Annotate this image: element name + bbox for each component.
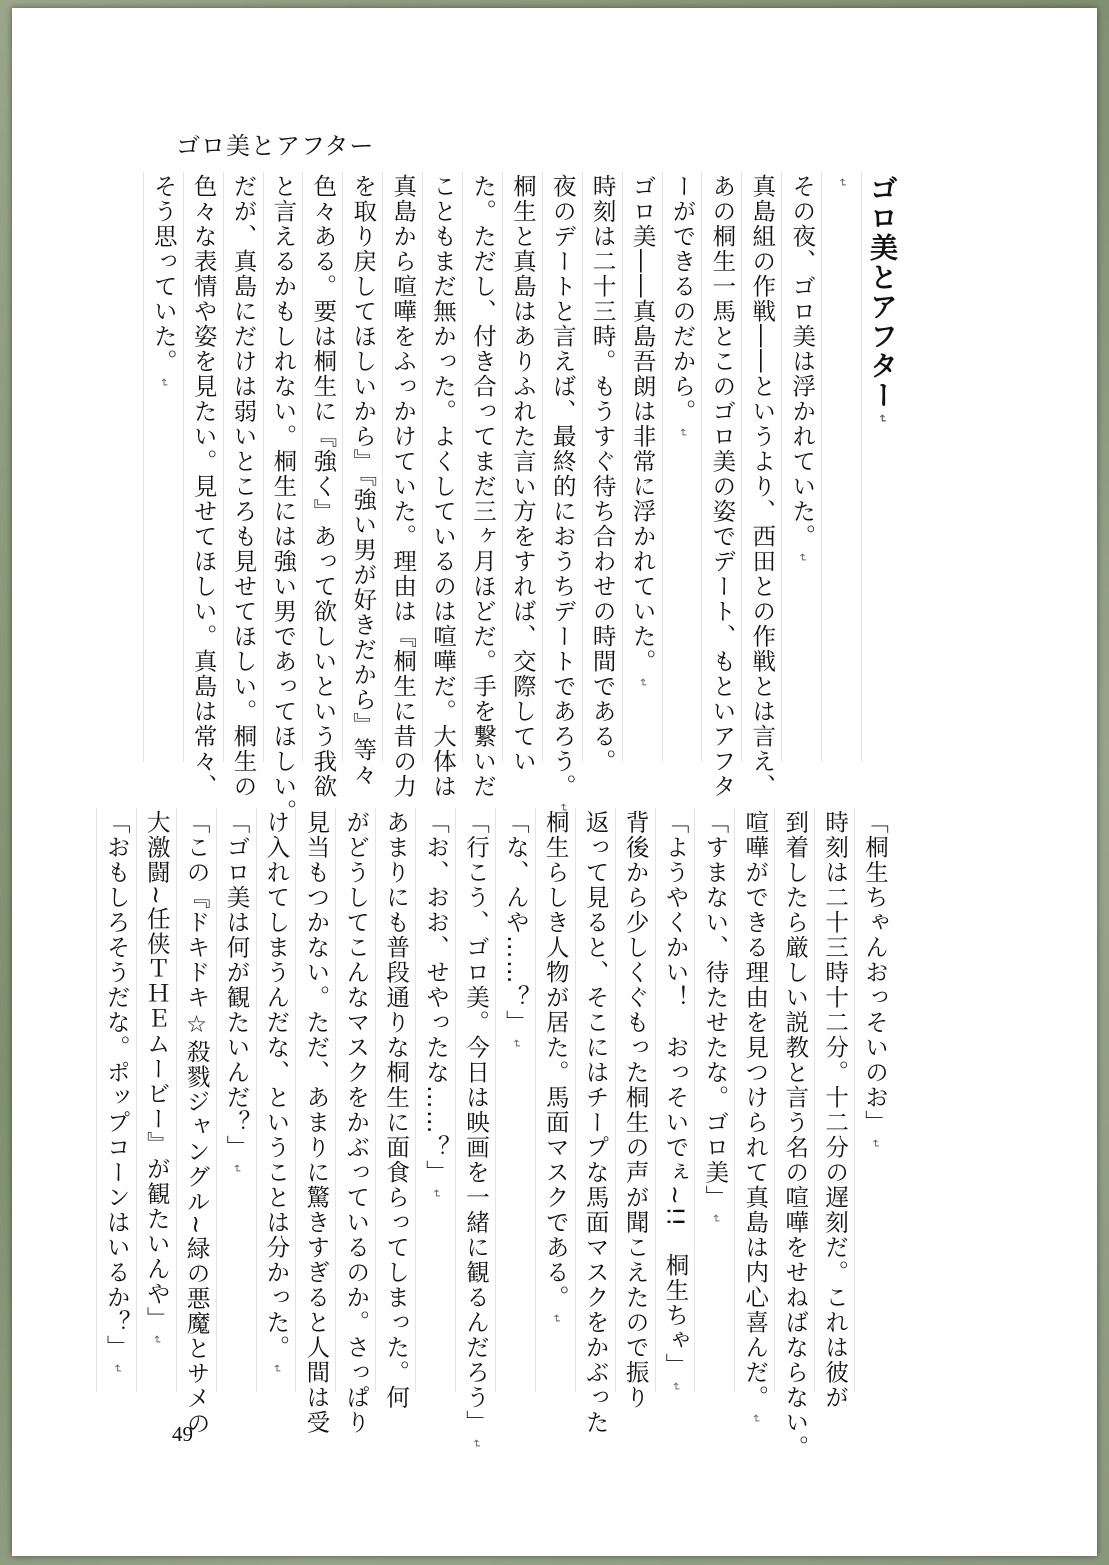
line-text: 「おもしろそうだな。ポップコーンはいるか？」 <box>102 810 131 1360</box>
line-text: 真島組の作戦――というより、西田との作戦とは言え、 <box>748 174 777 799</box>
paragraph-return-icon <box>862 414 901 423</box>
text-line <box>143 172 183 762</box>
line-text: そう思っていた。 <box>149 174 178 374</box>
line-text: 「すまない、待たせたな。ゴロ美」 <box>701 810 730 1210</box>
line-text: 色々な表情や姿を見たい。見せてほしい。真島は常々、 <box>189 174 218 799</box>
paragraph-return-icon <box>257 1364 296 1373</box>
line-text: 「行こう、ゴロ美。今日は映画を一緒に観るんだろう」 <box>461 810 490 1435</box>
paragraph-return-icon <box>656 1382 695 1391</box>
running-header: ゴロ美とアフター <box>176 132 375 160</box>
text-line <box>462 172 502 799</box>
line-text: 到着したら厳しい説教と言う名の喧嘩をせねばならない。 <box>781 810 810 1460</box>
line-text: がどうしてこんなマスクをかぶっているのか。さっぱり <box>342 810 371 1435</box>
text-line <box>774 808 814 1460</box>
line-text: 返って見ると、そこにはチープな馬面マスクをかぶった <box>581 810 610 1435</box>
line-text: 「お、おお、せやったな……？」 <box>422 810 451 1185</box>
text-line <box>814 808 854 1410</box>
text-line <box>415 808 455 1392</box>
text-line <box>295 808 335 1435</box>
line-text: だが、真島にだけは弱いところも見せてほしい。桐生の <box>229 174 258 799</box>
text-line <box>854 808 894 1392</box>
text-line <box>96 808 136 1392</box>
text-line <box>821 172 861 762</box>
text-block-top <box>149 172 901 824</box>
text-line <box>375 808 415 1410</box>
text-line <box>382 172 422 799</box>
paragraph-return-icon <box>496 1039 535 1048</box>
line-text: あの桐生一馬とこのゴロ美の姿でデート、もといアフタ <box>708 174 737 799</box>
line-text: こともまだ無かった。よくしているのは喧嘩だ。大体は <box>429 174 458 799</box>
line-text: ーができるのだから。 <box>668 174 697 424</box>
line-text: 「な、んや……？」 <box>501 810 530 1035</box>
paragraph-return-icon <box>144 378 183 387</box>
paragraph-return-icon <box>663 428 702 437</box>
text-line <box>655 808 695 1392</box>
text-line <box>136 808 176 1392</box>
line-text: と言えるかもしれない。桐生には強い男であってほしい。 <box>269 174 298 824</box>
line-text: け入れてしまうんだな、ということは分かった。 <box>262 810 291 1360</box>
line-text: ゴロ美――真島吾朗は非常に浮かれていた。 <box>628 174 657 674</box>
text-line <box>622 172 662 762</box>
chapter-title <box>861 172 901 762</box>
paragraph-return-icon <box>217 1164 256 1173</box>
paragraph-return-icon <box>735 1414 774 1423</box>
text-line <box>582 172 622 774</box>
text-line <box>183 172 223 799</box>
paragraph-return-icon <box>695 1214 734 1223</box>
text-line <box>741 172 781 799</box>
text-line <box>781 172 821 762</box>
page-number: 49 <box>172 1422 193 1446</box>
line-text: 「この『ドキドキ☆殺戮ジャングル~緑の悪魔とサメの <box>182 810 211 1436</box>
line-text: 桐生と真島はありふれた言い方をすれば、交際してい <box>508 174 537 774</box>
line-text: あまりにも普段通りな桐生に面食らってしまった。何 <box>382 810 411 1410</box>
text-line <box>535 808 575 1392</box>
line-text: 時刻は二十三時十二分。十二分の遅刻だ。これは彼が <box>821 810 850 1410</box>
line-text: を取り戻してほしいから』『強い男が好きだから』等々 <box>349 174 378 788</box>
paragraph-return-icon <box>137 1335 176 1344</box>
line-text: その夜、ゴロ美は浮かれていた。 <box>788 174 817 549</box>
line-text: 見当もつかない。ただ、あまりに驚きすぎると人間は受 <box>302 810 331 1435</box>
text-line <box>701 172 741 799</box>
line-text: 真島から喧嘩をふっかけていた。理由は『桐生に昔の力 <box>389 174 418 799</box>
text-line <box>694 808 734 1392</box>
paragraph-return-icon <box>536 1314 575 1323</box>
line-text: 時刻は二十三時。もうすぐ待ち合わせの時間である。 <box>588 174 617 774</box>
paragraph-return-icon <box>456 1439 495 1448</box>
paragraph-return-icon <box>623 678 662 687</box>
line-text: 背後から少しくぐもった桐生の声が聞こえたので振り <box>621 810 650 1410</box>
line-text: た。ただし、付き合ってまだ三ヶ月ほどだ。手を繋いだ <box>468 174 497 799</box>
text-line <box>502 172 542 774</box>
text-line <box>542 172 582 799</box>
text-line <box>263 172 303 824</box>
text-line <box>575 808 615 1435</box>
text-line <box>455 808 495 1435</box>
line-text: 色々ある。要は桐生に『強く』あって欲しいという我欲 <box>309 174 338 799</box>
text-line <box>176 808 216 1436</box>
paragraph-return-icon <box>782 553 821 562</box>
paragraph-return-icon <box>855 1139 894 1148</box>
text-line <box>223 172 263 799</box>
line-text: 「ゴロ美は何が観たいんだ？」 <box>222 810 251 1160</box>
paragraph-return-icon <box>97 1364 136 1373</box>
line-text: 「ようやくかい！ おっそいでぇ~!! 桐生ちゃ」 <box>661 810 690 1379</box>
paragraph-return-icon <box>416 1189 455 1198</box>
text-line <box>216 808 256 1392</box>
book-page <box>12 8 1097 1556</box>
line-text: 桐生らしき人物が居た。馬面マスクである。 <box>541 810 570 1310</box>
text-line <box>335 808 375 1435</box>
line-text: 大激闘~任侠ＴＨＥムービー』が観たいんや」 <box>142 810 171 1332</box>
text-line <box>495 808 535 1392</box>
line-text: ゴロ美とアフター <box>866 174 899 410</box>
text-line <box>422 172 462 799</box>
text-line <box>256 808 296 1392</box>
text-line <box>615 808 655 1410</box>
paragraph-return-icon <box>822 178 861 187</box>
line-text: 「桐生ちゃんおっそいのお」 <box>861 810 889 1135</box>
text-line <box>734 808 774 1410</box>
line-text: 夜のデートと言えば、最終的におうちデートであろう。 <box>548 174 577 799</box>
text-line <box>302 172 342 799</box>
line-text: 喧嘩ができる理由を見つけられて真島は内心喜んだ。 <box>741 810 770 1410</box>
text-line <box>662 172 702 762</box>
text-line <box>342 172 382 788</box>
